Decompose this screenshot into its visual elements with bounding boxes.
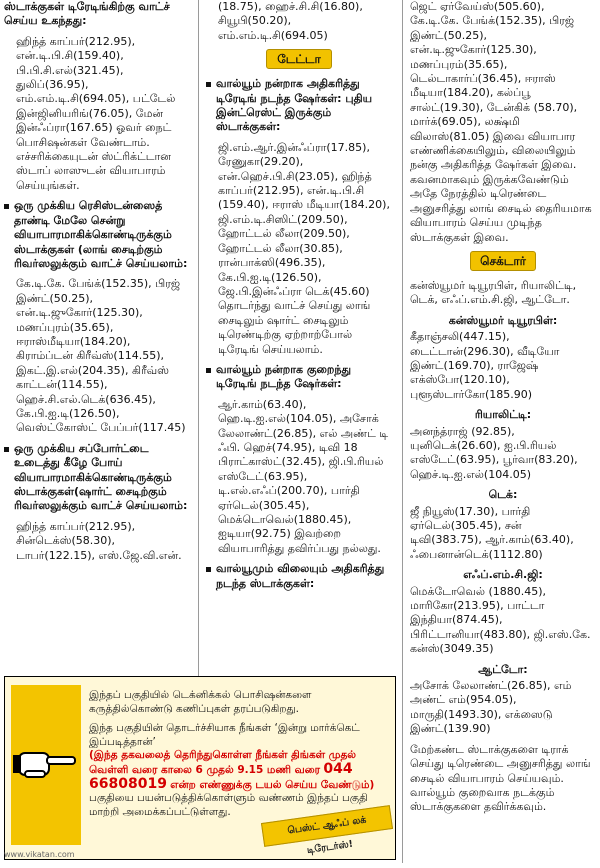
fmcg-list: மெக்டோவெல் (1880.45), மாரிகோ(213.95), பாட்டா இந்தியா(874.45), பிரிட்டானியா(483.80), ஜி.எஸ்.கே. கன்ஸ்(3049.35) [410, 584, 591, 656]
column-3 [410, 0, 596, 821]
volume-down-list: ஆர்.காம்(63.40), ஹெ.டி.ஐ.எல்(104.05), அசோக் லேலாண்ட்(26.85), எல் அண்ட் டி ஃபி. ஹெச்(74.95), டிவி 18 பிராட்காஸ்ட்(32.45), ஜி.பி.ரியல் எஸ்டேட்(63.95), டி.எல்.எஃப்(200.70), பார்தி ஏர்டெல்(305.45), மெக்டொவெல்(1880.45), ஐடியா(92.75) இவற்றை வியாபாரித்து தவிர்ப்பது நல்லது. [218, 397, 389, 555]
realty-heading: ரியாலிட்டி: [474, 408, 532, 422]
best-of-luck-badge: பெஸ்ட் ஆஃப் லக் டிரேடர்ஸ்! [261, 805, 393, 847]
column-divider-1 [198, 0, 199, 676]
info-p2: இந்த பகுதியின் தொடர்ச்சியாக நீங்கள் ‘இன்று மார்க்கெட் இப்படித்தான்’ [89, 722, 360, 748]
volume-down-heading: வால்யூம் நன்றாக குறைந்து டிரேடிங் நடந்த ஷேர்கள்: [206, 363, 392, 392]
support-heading: ஒரு முக்கிய சப்போர்ட்டை உடைத்து கீழே போய் வியாபாரமாகிக்கொண்டிருக்கும் ஸ்டாக்குகள்(ஷார்ட் சைடிற்கும் ரிவர்ஸலுக்கும் வாட்ச் செய்யலாம்: [4, 442, 190, 514]
auto-heading: ஆட்டோ: [478, 662, 528, 676]
tech-list: ஜீ நியூஸ்(17.30), பார்தி ஏர்டெல்(305.45), சன் டிவி(383.75), ஆர்.காம்(63.40), ஃபைனான்டெக்(1112.80) [410, 504, 574, 561]
sector-intro: கன்ஸ்யூமர் டியூரபிள், ரியாலிட்டி, டெக், எஃப்.எம்.சி.ஜி, ஆட்டோ. [410, 278, 577, 307]
column-divider-2 [402, 0, 403, 863]
consumer-durable-list: கீதாஞ்சலி(447.15), டைட்டான்(296.30), வீடியோ இண்ட்(169.70), ராஜேஷ் எக்ஸ்போ(120.10), புளூஸ்டார்கோ(185.90) [410, 330, 560, 401]
tech-heading: டெக்: [488, 488, 518, 502]
info-red-1: (இந்த தகவலைத் தெரிந்துகொள்ள நீங்கள் திங்கள் முதல் வெள்ளி வரை காலை 6 முதல் 9.15 மணி வரை [89, 749, 357, 776]
phone-number: 044 66808019 [89, 760, 353, 792]
col2-top-list: (18.75), ஹைச்.சி.சி(16.80), சியூபி(50.20), எம்.எம்.டி.சி(694.05) [218, 0, 363, 42]
info-text [89, 689, 389, 819]
support-list: ஹிந்த் காப்பர்(212.95), சின்டெக்ஸ்(58.30), டாபர்(122.15), எஸ்.ஜே.வி.என். [16, 519, 182, 562]
auto-list: அசோக் லேலாண்ட்(26.85), எம் அண்ட் எம்(954.05), மாருதி(1493.30), எக்ஸைடு இண்ட்(139.90) [410, 679, 572, 736]
info-p1: இந்தப் பகுதியில் டெக்னிக்கல் பொசிஷன்களை கருத்தில்கொண்டு கணிப்புகள் தரப்படுகிறது. [89, 689, 312, 715]
volume-up-heading: வால்யூம் நன்றாக அதிகரித்து டிரேடிங் நடந்த ஷேர்கள்: புதிய இன்ட்ரெஸ்ட் இருக்கும் ஸ்டாக்குகள்: [206, 77, 392, 135]
outro-text: மேற்கண்ட ஸ்டாக்குகளை டிராக் செய்து டிரெண்டை அனுசரித்து லாங் சைடில் வியாபாரம் செய்யவும். வால்யூம் குறைவாக நடக்கும் ஸ்டாக்குகளை தவிர்க்கவும். [410, 742, 591, 814]
volume-price-heading: வால்யூமும் விலையும் அதிகரித்து நடந்த ஸ்டாக்குகள்: [206, 562, 392, 591]
realty-list: அனந்த்ராஜ் (92.85), யுனிடெக்(26.60), ஐ.பி.ரியல் எஸ்டேட்(63.95), பூர்வா(83.20), ஹெச்.டி.ஐ.எல்(104.05) [410, 424, 578, 481]
column-2 [206, 0, 392, 597]
intro-heading: ஸ்டாக்குகள் டிரேடிங்கிற்கு வாட்ச் செய்ய உகந்தது: [4, 0, 170, 28]
resistance-heading: ஒரு முக்கிய ரெசிஸ்டன்ஸைத் தாண்டி மேலே சென்று வியாபாரமாகிக்கொண்டிருக்கும் ஸ்டாக்குகள் (லாங் சைடிற்கும் ரிவர்ஸலுக்கும் வாட்ச் செய்யலாம்: [4, 199, 190, 271]
pointing-hand-icon [11, 685, 81, 845]
intro-list: ஹிந்த் காப்பர்(212.95), என்.டி.பி.சி(159.40), பி.பி.சி.எல்(321.45), துலிப்(36.95), எம்.எம்.டி.சி(694.05), பட்டேல் இன்ஜினியரிங்(76.05), மேன் இன்ஃப்ரா(167.65) ஓவர் நைட் பொசிஷன்கள் வேண்டாம். எச்சரிக்கையுடன் ஸ்ட்ரிக்ட்டான ஸ்டாப் லாஸுடன் வியாபாரம் செய்யுங்கள். [16, 34, 176, 192]
volume-up-list: ஜி.எம்.ஆர்.இன்ஃப்ரா(17.85), ரேணுகா(29.20), என்.ஹெச்.பி.சி(23.05), ஹிந்த் காப்பர்(212.95), என்.டி.பி.சி (159.40), ஈராஸ் மீடியா(184.20), ஜி.எம்.டி.சிஸிட்(209.50), ஹோட்டல் லீலா(209.50), ஹோட்டல் லீலா(30.85), ரான்பாக்ஸி(496.35), கே.பி.ஐ.டி(126.50), ஜே.பி.இன்ஃப்ரா டெக்(45.60) தொடர்ந்து வாட்ச் செய்து லாங் சைடிலும் ஷார்ட் சைடிலும் டிரெண்டிற்கு ஏற்றாற்போல் டிரேடிங் செய்யலாம். [218, 140, 390, 356]
consumer-durable-heading: கன்ஸ்யூமர் டியூரபிள்: [448, 313, 558, 327]
fmcg-heading: எஃப்.எம்.சி.ஜி: [463, 568, 543, 582]
col3-top-list: ஜெட் ஏர்வேய்ஸ்(505.60), கே.டி.கே. பேங்க்(152.35), பிரஜ் இண்ட்(50.25), என்.டி.ஜுகோர்(125.30), மணப்புரம்(35.65), டெல்டாகார்ப்(36.45), ஈராஸ் மீடியா(184.20), கல்ப்பூ சால்ட்(19.30), டேன்கிக் (58.70), மார்க்(69.05), லக்ஷ்மி விலாஸ்(81.05) இவை வியாபார எண்ணிக்கையிலும், விலையிலும் நன்கு அதிகரித்த ஷேர்கள் இவை. கவனமாகவும் இருக்கவேண்டும் அதே நேரத்தில் டிரெண்டை அனுசரித்து லாங் சைடில் தைரியமாக வியாபாரம் செய்ய முடிந்த ஸ்டாக்குகள் இவை. [410, 0, 592, 244]
info-red-2: என்ற எண்ணுக்கு டயல் செய்ய வேண்டும்) [170, 778, 375, 791]
data-section-label: டேட்டா [266, 49, 332, 69]
site-credit: www.vikatan.com [4, 850, 75, 859]
info-p3: பகுதியை பயன்படுத்திக்கொள்ளும் வண்ணம் இந்தப் பகுதி மாற்றி அமைக்கப்பட்டுள்ளது. [89, 792, 368, 818]
sector-section-label: செக்டார் [470, 251, 536, 271]
column-1 [4, 0, 190, 569]
resistance-list: கே.டி.கே. பேங்க்(152.35), பிரஜ் இண்ட்(50.25), என்.டி.ஜுகோர்(125.30), மணப்புரம்(35.65), ஈராஸ்மீடியா(184.20), கிராம்ப்டன் கிரீவ்ஸ்(114.55), இகட்.இ.எல்(204.35), கிரீவ்ஸ் காட்டன்(114.55), ஹெச்.சி.எல்.டெக்(636.45), கே.பி.ஐ.டி(126.50), வெஸ்ட்கோஸ்ட் பேப்பர்(117.45) [16, 277, 186, 435]
